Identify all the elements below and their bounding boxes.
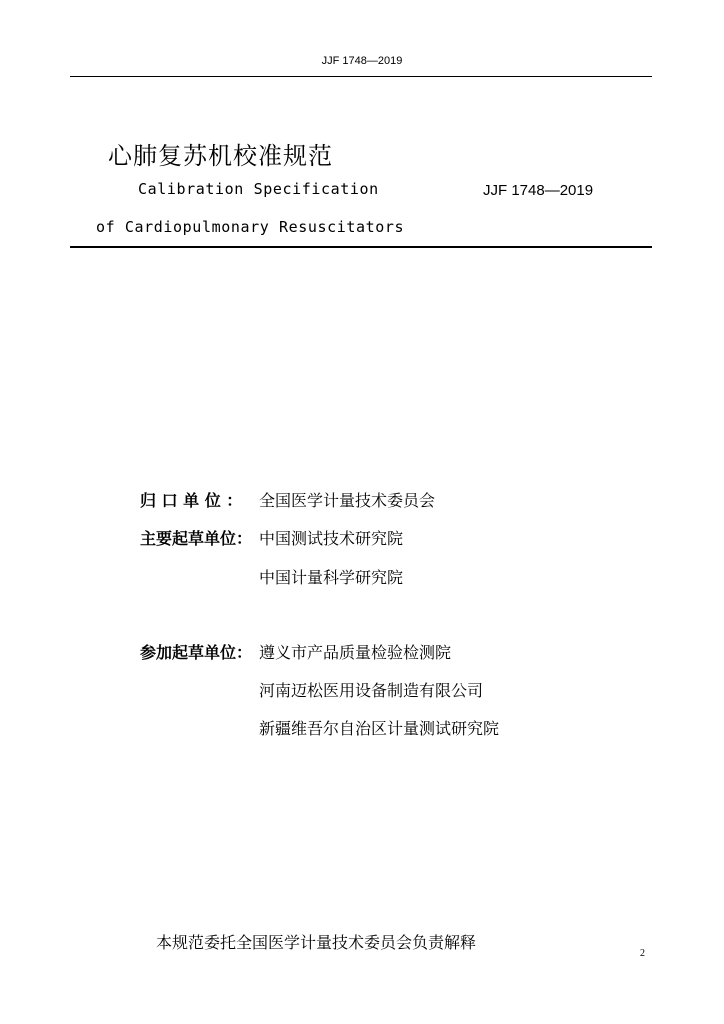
title-chinese: 心肺复苏机校准规范 [108, 142, 333, 170]
header-rule [70, 76, 652, 77]
main-drafters-label: 主要起草单位： [140, 529, 253, 548]
title-english-line1: Calibration Specification [138, 180, 379, 198]
participating-drafters-label: 参加起草单位： [140, 643, 253, 662]
participating-drafter-item: 河南迈松医用设备制造有限公司 [259, 681, 484, 700]
participating-drafter-item: 新疆维吾尔自治区计量测试研究院 [259, 719, 500, 738]
main-drafter-item: 中国计量科学研究院 [259, 568, 404, 587]
title-rule [70, 246, 652, 248]
responsible-unit-label: 归 口 单 位 ： [140, 491, 243, 510]
title-english-line2: of Cardiopulmonary Resuscitators [96, 218, 405, 236]
page-number: 2 [640, 948, 645, 959]
standard-number: JJF 1748—2019 [483, 182, 594, 199]
interpretation-note: 本规范委托全国医学计量技术委员会负责解释 [156, 933, 477, 952]
running-header: JJF 1748—2019 [321, 55, 403, 67]
responsible-unit-value: 全国医学计量技术委员会 [259, 491, 436, 510]
participating-drafter-item: 遵义市产品质量检验检测院 [259, 643, 452, 662]
main-drafter-item: 中国测试技术研究院 [259, 529, 404, 548]
